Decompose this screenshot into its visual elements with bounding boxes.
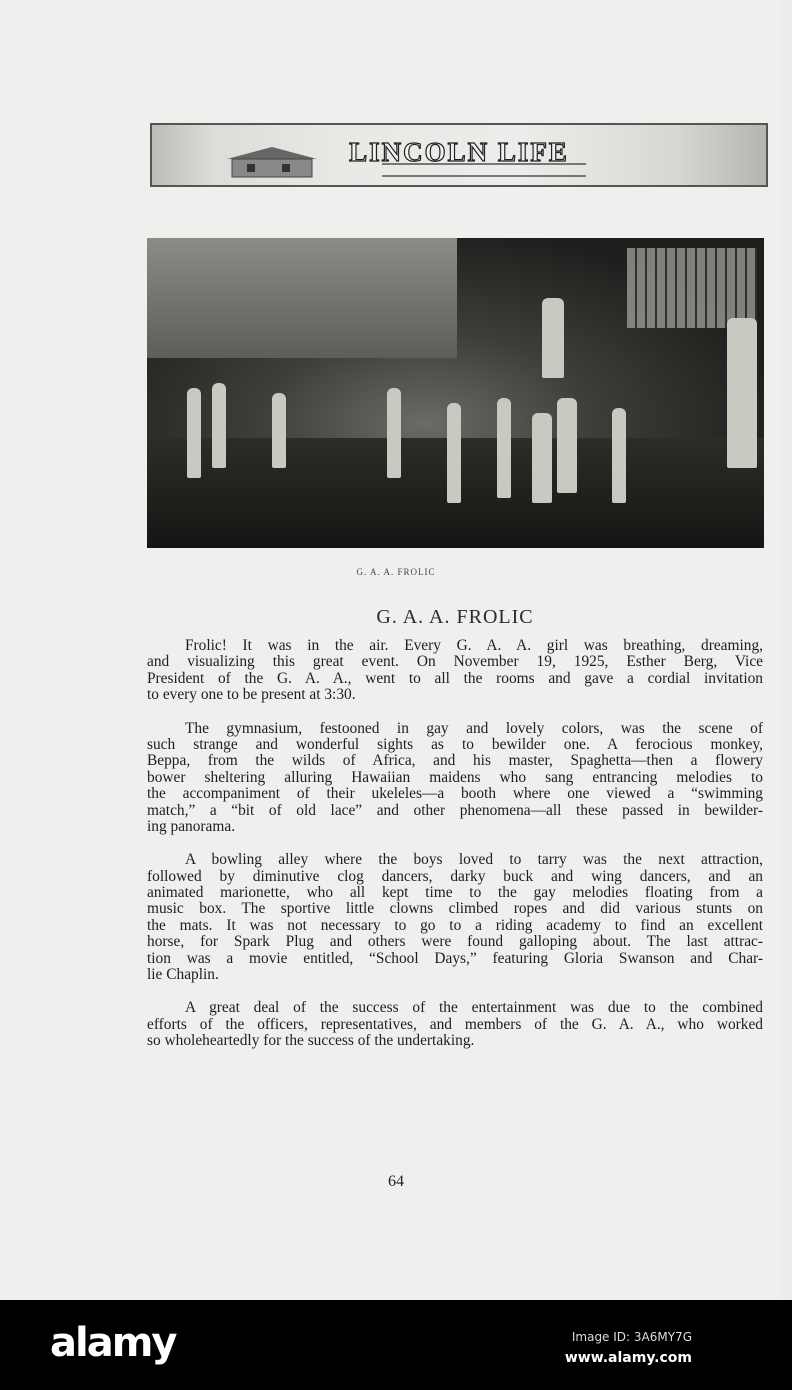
gymnasium-photo xyxy=(147,238,764,548)
text-line: the accompaniment of their ukeleles—a booth where one viewed a “swimming xyxy=(147,785,763,803)
site-url: www.alamy.com xyxy=(564,1350,692,1366)
text-line: Beppa, from the wilds of Africa, and his master, Spaghetta—then a flowery xyxy=(147,752,763,770)
photo-figure xyxy=(557,398,577,493)
text-line: horse, for Spark Plug and others were found galloping about. The last attrac- xyxy=(147,933,763,951)
header-banner xyxy=(150,123,768,187)
photo-figure xyxy=(542,298,564,378)
text-line: bower sheltering alluring Hawaiian maidens who sang entrancing melodies to xyxy=(147,768,763,786)
photo-figure xyxy=(187,388,201,478)
alamy-logo: alamy xyxy=(50,1320,176,1366)
photo-figure xyxy=(212,383,226,468)
text-line: the mats. It was not necessary to go to a riding academy to find an excellent xyxy=(147,916,763,934)
photo-figure xyxy=(727,318,757,468)
watermark-footer xyxy=(0,1300,792,1390)
text-line: to every one to be present at 3:30. xyxy=(147,686,356,704)
photo-figure xyxy=(497,398,511,498)
text-line: so wholeheartedly for the success of the undertaking. xyxy=(147,1032,475,1050)
text-line: such strange and wonderful sights as to bewilder one. A ferocious monkey, xyxy=(147,735,763,753)
banner-title: LINCOLN LIFE xyxy=(349,137,569,167)
photo-figure xyxy=(532,413,552,503)
article-paragraph xyxy=(147,638,763,704)
text-line: President of the G. A. A., went to all the rooms and gave a cordial invitation xyxy=(147,669,763,687)
article-title: G. A. A. FROLIC xyxy=(376,606,534,628)
text-line: A great deal of the success of the entertainment was due to the combined xyxy=(185,999,763,1017)
text-line: animated marionette, who all kept time to the gay melodies floating from a xyxy=(147,884,763,902)
text-line: tion was a movie entitled, “School Days,” featuring Gloria Swanson and Char- xyxy=(147,949,763,967)
text-line: ing panorama. xyxy=(147,817,236,835)
text-line: lie Chaplin. xyxy=(147,966,219,984)
article-paragraph xyxy=(147,1000,763,1049)
text-line: followed by diminutive clog dancers, darky buck and wing dancers, and an xyxy=(147,867,763,885)
text-line: Frolic! It was in the air. Every G. A. A. girl was breathing, dreaming, xyxy=(185,637,763,654)
text-line: and visualizing this great event. On November 19, 1925, Esther Berg, Vice xyxy=(147,653,763,671)
text-line: efforts of the officers, representatives, and members of the G. A. A., who worked xyxy=(147,1015,763,1033)
text-line: music box. The sportive little clowns climbed ropes and did various stunts on xyxy=(147,900,763,918)
photo-figure xyxy=(612,408,626,503)
photo-figure xyxy=(272,393,286,468)
text-line: A bowling alley where the boys loved to tarry was the next attraction, xyxy=(185,851,763,869)
photo-windows xyxy=(627,248,757,328)
photo-caption: G. A. A. FROLIC xyxy=(356,567,436,577)
article-body xyxy=(147,638,763,1067)
article-paragraph xyxy=(147,852,763,983)
photo-figure xyxy=(387,388,401,478)
photo-figure xyxy=(447,403,461,503)
image-id: Image ID: 3A6MY7G xyxy=(571,1330,692,1344)
article-paragraph xyxy=(147,721,763,836)
page-number: 64 xyxy=(388,1173,404,1190)
text-line: match,” a “bit of old lace” and other phenomena—all these passed in bewilder- xyxy=(147,801,763,819)
photo-wall xyxy=(147,238,457,358)
text-line: The gymnasium, festooned in gay and lovely colors, was the scene of xyxy=(185,719,763,737)
